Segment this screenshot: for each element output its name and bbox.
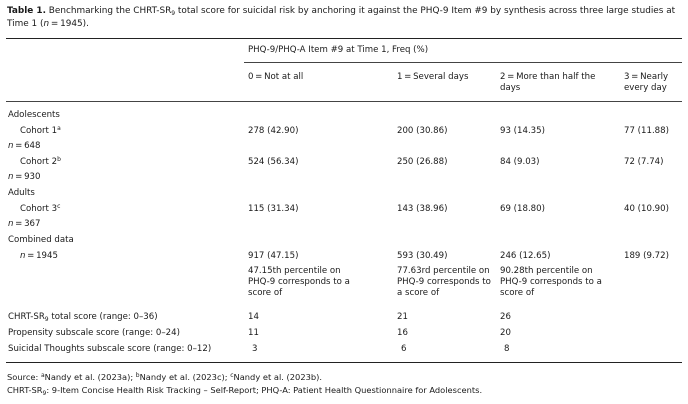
group-combined: Combined data [8, 235, 74, 245]
source-c: Nandy et al. (2023b). [233, 372, 323, 382]
bottom-rule [6, 362, 682, 363]
cell-prop-1: 16 [397, 328, 408, 338]
caption-sub: 9 [171, 10, 176, 17]
header-rule [6, 101, 682, 102]
row-label-total [8, 312, 158, 323]
cell-c3-1: 143 (38.96) [397, 204, 448, 214]
col-header-1: 1 = Several days [397, 72, 469, 82]
cell-comb-2: 246 (12.65) [500, 251, 551, 261]
cell-prop-0: 11 [248, 328, 259, 338]
cell-c2-2: 84 (9.03) [500, 157, 540, 167]
cohort1-n-value: = 648 [13, 141, 41, 151]
source-sup-a: a [40, 372, 45, 379]
group-adults: Adults [8, 188, 35, 198]
total-label-sub: 9 [44, 316, 49, 323]
cell-total-0: 14 [248, 312, 259, 322]
cohort2-n-value: = 930 [13, 172, 41, 182]
source-label: Source: [7, 372, 41, 382]
row-label-propensity: Propensity subscale score (range: 0–24) [8, 328, 180, 338]
cell-total-2: 26 [500, 312, 511, 322]
cell-total-1: 21 [397, 312, 408, 322]
cell-c1-2: 93 (14.35) [500, 126, 545, 136]
source-sup-c: c [230, 372, 234, 379]
abbr-sub: 9 [42, 390, 47, 397]
header-span: PHQ-9/PHQ-A Item #9 at Time 1, Freq (%) [248, 45, 429, 55]
col-header-2: 2 = More than half the days [500, 72, 596, 93]
cohort2-sup: b [57, 156, 61, 163]
cell-c3-3: 40 (10.90) [624, 204, 669, 214]
cohort1-sup: a [57, 125, 61, 132]
caption-text-b: total score for suicidal risk by anchoring it against the PHQ-9 Item #9 by synthesis across three large studies at Time 1 ( [7, 6, 676, 29]
row-label-cohort1 [20, 126, 61, 137]
cell-comb-1: 593 (30.49) [397, 251, 448, 261]
row-label-cohort3 [20, 204, 60, 215]
table-label: Table 1. [7, 6, 46, 16]
cell-suic-2: 8 [504, 344, 510, 354]
cell-c2-3: 72 (7.74) [624, 157, 664, 167]
total-label-a: CHRT-SR [8, 312, 45, 322]
cell-c1-1: 200 (30.86) [397, 126, 448, 136]
cell-c3-2: 69 (18.80) [500, 204, 545, 214]
cohort3-n-letter: n [8, 219, 14, 229]
top-rule [6, 38, 682, 39]
cohort2-label: Cohort 2 [20, 157, 58, 167]
caption-text-a: Benchmarking the CHRT-SR [48, 6, 172, 16]
percentile-1: 77.63rd percentile on PHQ-9 corresponds to a score of [397, 266, 491, 298]
col-header-3: 3 = Nearly every day [624, 72, 669, 93]
combined-n-letter: n [20, 251, 26, 261]
combined-n [20, 251, 58, 262]
row-label-suicidal: Suicidal Thoughts subscale score (range: 0–12) [8, 344, 212, 354]
cohort2-n [8, 172, 41, 183]
cell-suic-0: 3 [252, 344, 258, 354]
total-label-b: total score (range: 0–36) [48, 312, 158, 322]
row-label-cohort2 [20, 157, 61, 168]
caption-n: n [43, 18, 50, 29]
cell-prop-2: 20 [500, 328, 511, 338]
source-b: Nandy et al. (2023c); [139, 372, 231, 382]
cohort1-n-letter: n [8, 141, 14, 151]
cell-c1-0: 278 (42.90) [248, 126, 299, 136]
cohort1-label: Cohort 1 [20, 126, 58, 136]
cell-comb-0: 917 (47.15) [248, 251, 299, 261]
abbr-a: CHRT-SR [7, 385, 43, 395]
cell-suic-1: 6 [401, 344, 407, 354]
cohort3-n [8, 219, 41, 230]
cohort2-n-letter: n [8, 172, 14, 182]
cell-c1-3: 77 (11.88) [624, 126, 669, 136]
cohort1-n [8, 141, 41, 152]
percentile-0: 47.15th percentile on PHQ-9 corresponds to a score of [248, 266, 350, 298]
abbr-b: : 9-Item Concise Health Risk Tracking – Self-Report; PHQ-A: Patient Health Questionnaire for Adolescents. [46, 385, 483, 395]
percentile-2: 90.28th percentile on PHQ-9 corresponds to a score of [500, 266, 602, 298]
cell-c2-1: 250 (26.88) [397, 157, 448, 167]
cohort3-n-value: = 367 [13, 219, 41, 229]
source-sup-b: b [135, 372, 140, 379]
combined-n-value: = 1945 [25, 251, 58, 261]
header-span-rule [244, 62, 682, 63]
cell-c2-0: 524 (56.34) [248, 157, 299, 167]
cell-comb-3: 189 (9.72) [624, 251, 669, 261]
group-adolescents: Adolescents [8, 110, 60, 120]
cell-c3-0: 115 (31.34) [248, 204, 299, 214]
cohort3-label: Cohort 3 [20, 204, 58, 214]
cohort3-sup: c [57, 203, 61, 210]
col-header-0: 0 = Not at all [248, 72, 304, 82]
footer-abbreviations [7, 385, 482, 396]
caption-text-c: = 1945). [49, 18, 89, 29]
footer-source [7, 372, 322, 383]
table-caption [7, 5, 683, 30]
source-a: Nandy et al. (2023a); [44, 372, 136, 382]
